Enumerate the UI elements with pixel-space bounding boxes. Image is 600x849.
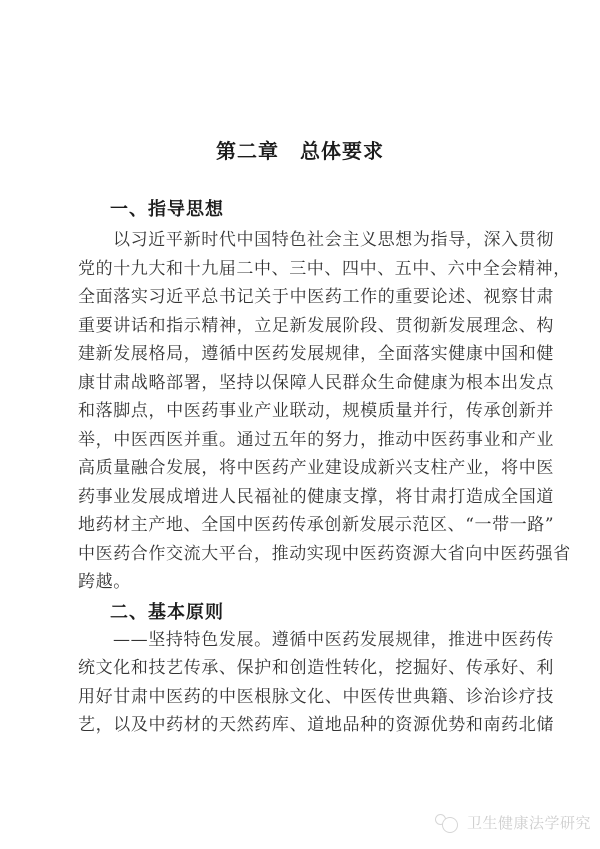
paragraph-line: 举，中医西医并重。通过五年的努力，推动中医药事业和产业 [78, 429, 554, 450]
section-heading-basic-principles: 二、基本原则 [110, 601, 224, 623]
paragraph-guiding-ideology [78, 226, 571, 597]
paragraph-line: 康甘肃战略部署，坚持以保障人民群众生命健康为根本出发点 [78, 372, 554, 393]
chapter-title: 第二章 总体要求 [216, 139, 384, 163]
paragraph-line: 高质量融合发展，将中医药产业建设成新兴支柱产业，将中医 [78, 458, 554, 478]
paragraph-line: 用好甘肃中医药的中医根脉文化、中医传世典籍、诊治诊疗技 [78, 686, 554, 707]
paragraph-line: 艺，以及中药材的天然药库、道地品种的资源优势和南药北储 [78, 715, 554, 735]
paragraph-line: 地药材主产地、全国中医药传承创新发展示范区、“一带一路” [78, 515, 555, 535]
paragraph-line: 重要讲话和指示精神，立足新发展阶段、贯彻新发展理念、构 [78, 315, 554, 336]
paragraph-line: 建新发展格局，遵循中医药发展规律，全面落实健康中国和健 [78, 344, 554, 364]
document-body [78, 198, 571, 740]
paragraph-line: 药事业发展成增进人民福祉的健康支撑，将甘肃打造成全国道 [78, 486, 554, 507]
watermark [435, 812, 591, 834]
section-heading-guiding-ideology: 一、指导思想 [110, 199, 224, 220]
paragraph-line: 全面落实习近平总书记关于中医药工作的重要论述、视察甘肃 [78, 287, 554, 307]
watermark-label: 卫生健康法学研究 [467, 814, 592, 832]
paragraph-line: 和落脚点，中医药事业产业联动，规模质量并行，传承创新并 [78, 401, 554, 421]
paragraph-line: ——坚持特色发展。遵循中医药发展规律，推进中医药传 [113, 629, 554, 650]
watermark-logo-icon [435, 812, 460, 834]
paragraph-line: 统文化和技艺传承、保护和创造性转化，挖掘好、传承好、利 [78, 658, 554, 678]
paragraph-line: 以习近平新时代中国特色社会主义思想为指导，深入贯彻 [113, 230, 554, 250]
paragraph-line: 跨越。 [78, 572, 131, 592]
paragraph-basic-principles [78, 626, 554, 740]
paragraph-line: 中医药合作交流大平台，推动实现中医药资源大省向中医药强省 [78, 543, 571, 564]
paragraph-line: 党的十九大和十九届二中、三中、四中、五中、六中全会精神， [78, 258, 571, 279]
